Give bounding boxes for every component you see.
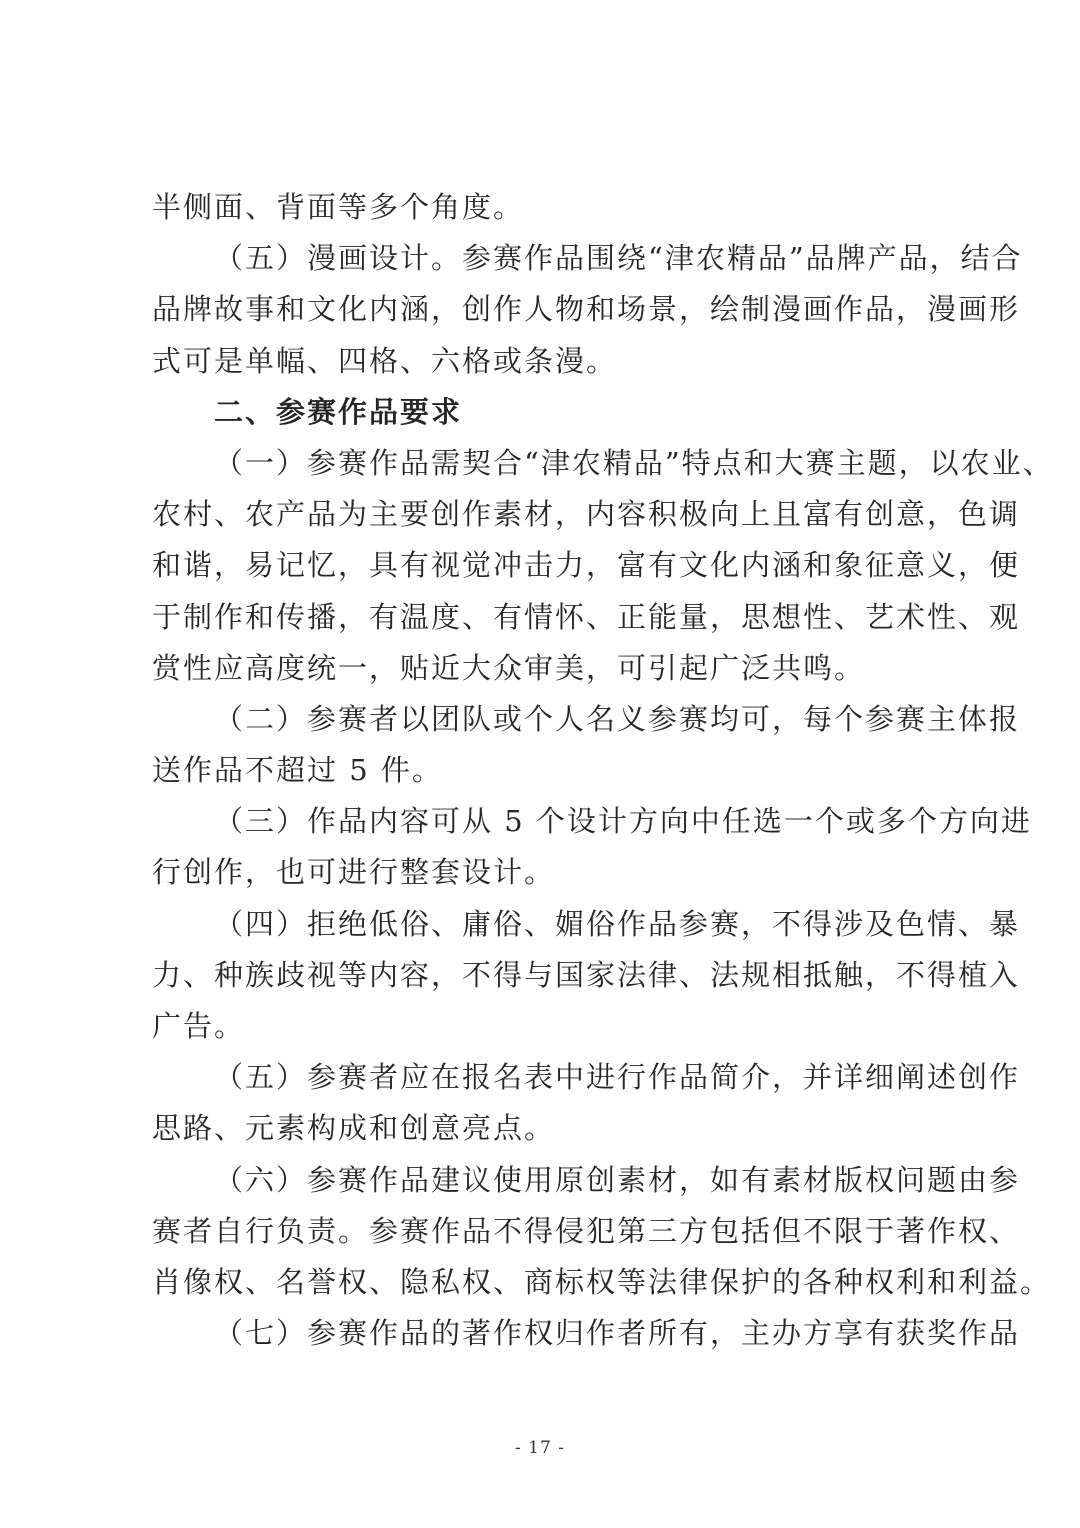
text-line: （五）参赛者应在报名表中进行作品简介，并详细阐述创作: [214, 1060, 1021, 1095]
text-line: 半侧面、背面等多个角度。: [152, 190, 525, 224]
text-line: 和谐，易记忆，具有视觉冲击力，富有文化内涵和象征意义，便: [152, 548, 1021, 583]
page-number: - 17 -: [515, 1438, 565, 1458]
text-line: 肖像权、名誉权、隐私权、商标权等法律保护的各种权利和利益。: [152, 1264, 1052, 1299]
text-line: 送作品不超过 5 件。: [152, 753, 443, 788]
text-line: （一）参赛作品需契合“津农精品”特点和大赛主题，以农业、: [214, 445, 1054, 480]
text-line: 赏性应高度统一，贴近大众审美，可引起广泛共鸣。: [152, 650, 866, 685]
text-line: 于制作和传播，有温度、有情怀、正能量，思想性、艺术性、观: [152, 599, 1021, 634]
section-heading: 二、参赛作品要求: [214, 394, 463, 429]
document-body: [152, 182, 1054, 1359]
text-line: 力、种族歧视等内容，不得与国家法律、法规相抵触，不得植入: [152, 957, 1021, 992]
text-line: 赛者自行负责。参赛作品不得侵犯第三方包括但不限于著作权、: [152, 1213, 1021, 1248]
text-line: （六）参赛作品建议使用原创素材，如有素材版权问题由参: [214, 1162, 1021, 1197]
text-line: 式可是单幅、四格、六格或条漫。: [152, 343, 618, 378]
text-line: （二）参赛者以团队或个人名义参赛均可，每个参赛主体报: [214, 701, 1021, 736]
text-line: 行创作，也可进行整套设计。: [152, 855, 556, 890]
text-line: 思路、元素构成和创意亮点。: [152, 1111, 556, 1146]
text-line: （五）漫画设计。参赛作品围绕“津农精品”品牌产品，结合: [214, 241, 1023, 276]
text-line: 农村、农产品为主要创作素材，内容积极向上且富有创意，色调: [152, 497, 1021, 532]
text-line: （四）拒绝低俗、庸俗、媚俗作品参赛，不得涉及色情、暴: [214, 906, 1021, 941]
text-line: 品牌故事和文化内涵，创作人物和场景，绘制漫画作品，漫画形: [152, 292, 1021, 327]
text-line: （七）参赛作品的著作权归作者所有，主办方享有获奖作品: [214, 1316, 1021, 1351]
text-line: 广告。: [152, 1009, 246, 1043]
text-line: （三）作品内容可从 5 个设计方向中任选一个或多个方向进: [214, 804, 1032, 839]
